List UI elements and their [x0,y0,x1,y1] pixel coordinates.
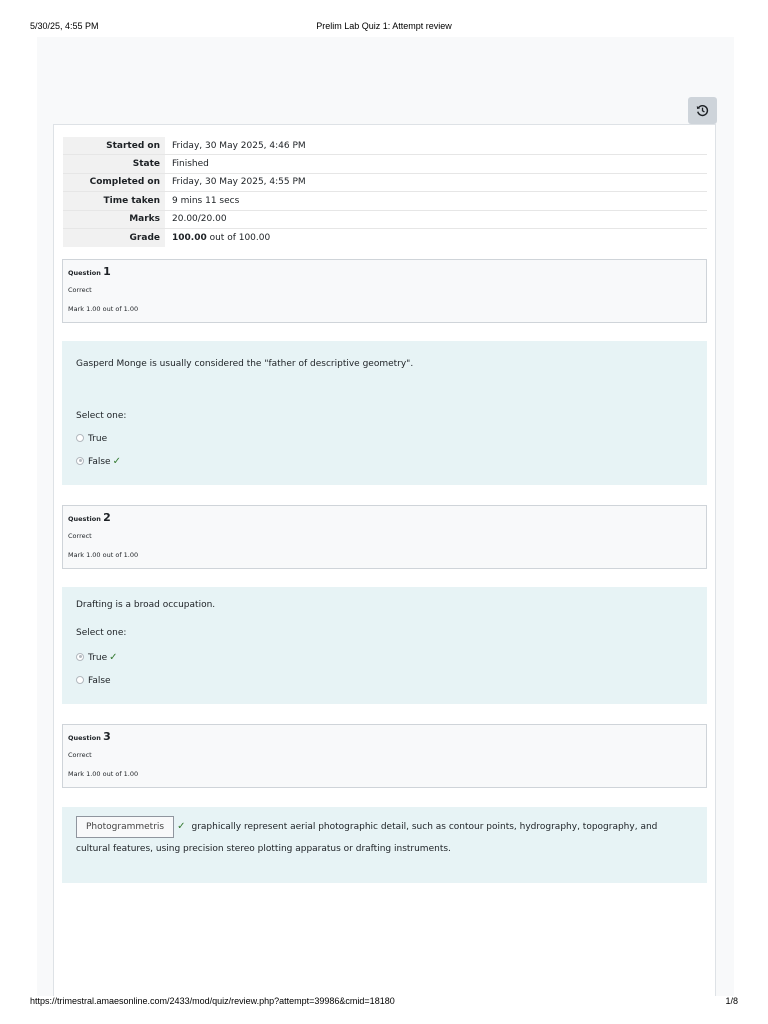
correct-check-icon: ✓ [109,652,118,663]
summary-value [165,233,270,243]
question-grade: Mark 1.00 out of 1.00 [68,305,139,313]
question-num: 3 [103,730,111,743]
summary-row-started-on [63,137,707,155]
summary-row-marks [63,211,707,229]
question-text: Gasperd Monge is usually considered the "father of descriptive geometry". [76,359,414,369]
summary-value: 9 mins 11 secs [172,195,240,206]
option-false[interactable] [76,456,121,467]
print-datetime: 5/30/25, 4:55 PM [30,21,99,31]
option-false[interactable] [76,676,111,686]
question-text: Drafting is a broad occupation. [76,600,216,610]
select-one-prompt: Select one: [76,411,127,421]
question-state: Correct [68,532,92,540]
print-footer [0,996,768,1024]
question-number [68,265,111,278]
summary-label: Grade [63,229,165,247]
history-button[interactable] [688,97,717,124]
radio-button[interactable] [76,676,84,684]
summary-label: State [63,155,165,172]
grade-score: 100.00 [172,233,207,244]
question-text: graphically represent aerial photographic detail, such as contour points, hydrography, topography, and [191,822,658,832]
question-prefix: Question [68,269,101,277]
radio-button-selected[interactable] [76,653,84,661]
grade-out-of: out of 100.00 [206,233,271,244]
print-page-number: 1/8 [725,996,738,1006]
question-number [68,511,111,524]
print-url: https://trimestral.amaesonline.com/2433/mod/quiz/review.php?attempt=39986&cmid=18180 [30,996,395,1006]
print-header [0,0,768,36]
summary-row-grade [63,229,707,247]
summary-label: Marks [63,211,165,228]
question-state: Correct [68,751,92,759]
question-prefix: Question [68,734,101,742]
radio-button-selected[interactable] [76,457,84,465]
question-content-3 [62,807,707,883]
history-icon [696,104,709,117]
question-text-line-1 [76,816,657,838]
question-content-2 [62,587,707,704]
summary-value: 20.00/20.00 [172,214,227,225]
radio-button[interactable] [76,434,84,442]
select-one-prompt: Select one: [76,628,127,638]
correct-check-icon: ✓ [112,456,121,467]
question-info-2 [62,505,707,569]
option-label: False [88,676,111,686]
summary-row-state [63,155,707,173]
summary-label: Time taken [63,192,165,209]
attempt-summary-table [63,137,707,247]
answer-field[interactable]: Photogrammetris [76,816,174,838]
option-label: True [88,653,108,663]
question-state: Correct [68,286,92,294]
question-text-line-2: cultural features, using precision stereo plotting apparatus or drafting instruments. [76,844,451,854]
question-info-3 [62,724,707,788]
summary-value: Finished [172,159,209,170]
summary-row-time-taken [63,192,707,210]
summary-value: Friday, 30 May 2025, 4:46 PM [172,140,306,151]
question-content-1 [62,341,707,485]
summary-row-completed-on [63,174,707,192]
question-grade: Mark 1.00 out of 1.00 [68,551,139,559]
question-grade: Mark 1.00 out of 1.00 [68,770,139,778]
option-label: True [88,434,108,444]
summary-label: Completed on [63,174,165,191]
print-title: Prelim Lab Quiz 1: Attempt review [316,21,452,31]
option-true[interactable] [76,652,118,663]
option-true[interactable] [76,434,107,444]
summary-value: Friday, 30 May 2025, 4:55 PM [172,177,306,188]
question-info-1 [62,259,707,323]
option-label: False [88,457,111,467]
summary-label: Started on [63,137,165,154]
question-prefix: Question [68,515,101,523]
correct-check-icon: ✓ [177,821,186,832]
question-num: 2 [103,511,111,524]
question-number [68,730,111,743]
question-num: 1 [103,265,111,278]
